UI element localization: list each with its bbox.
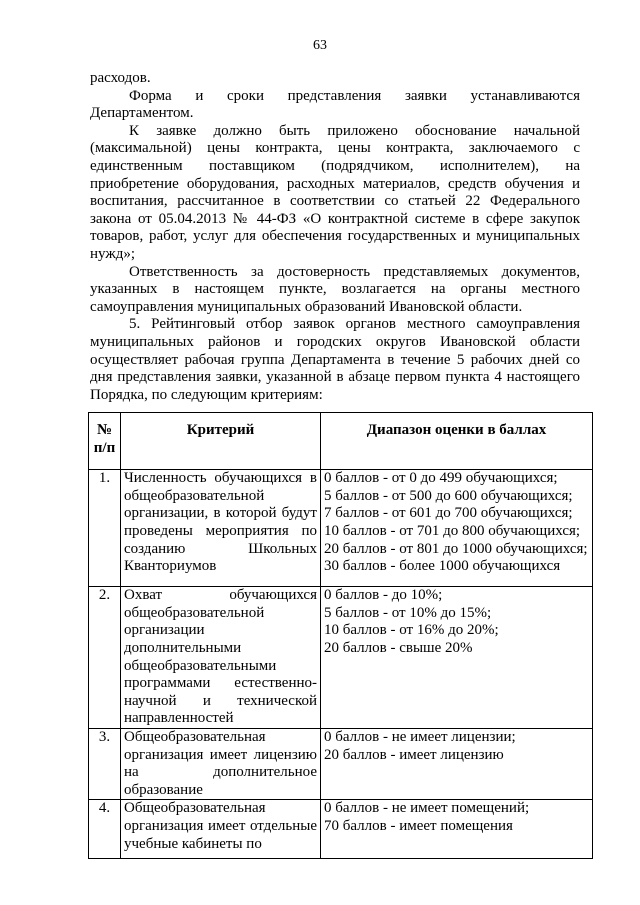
table-row (89, 470, 593, 587)
row-range (321, 800, 593, 859)
criteria-table (88, 412, 593, 859)
range-line: 7 баллов - от 601 до 700 обучающихся; (324, 505, 573, 522)
paragraph-expenses-end: расходов. (90, 70, 151, 86)
range-line: 20 баллов - имеет лицензию (324, 746, 504, 763)
document-body (90, 70, 580, 404)
table-header-row (89, 413, 593, 470)
paragraph-price-justification: К заявке должно быть приложено обоснование начальной (максимальной) цены контракта, цены контракта, заключаемого с единственным поставщиком (подрядчиком, исполнителем), на приобретение оборудования, расходных материалов, средств обучения и воспитания, рассчитанное в соответствии со статьей 22 Федерального закона от 05.04.2013 № 44-ФЗ «О контрактной системе в сфере закупок товаров, работ, услуг для обеспечения государственных и муниципальных нужд»; (90, 122, 580, 262)
range-line: 0 баллов - до 10%; (324, 587, 443, 604)
paragraph-rating-selection: 5. Рейтинговый отбор заявок органов местного самоуправления муниципальных районов и городских округов Ивановской области осуществляет рабочая группа Департамента в течение 5 рабочих дней со дня представления заявки, указанной в абзаце первом пункта 4 настоящего Порядка, по следующим критериям: (90, 316, 580, 403)
row-number: 2. (89, 587, 121, 729)
range-line: 10 баллов - от 16% до 20%; (324, 622, 499, 639)
header-range: Диапазон оценки в баллах (321, 413, 593, 470)
range-line: 20 баллов - от 801 до 1000 обучающихся; (324, 540, 588, 557)
table-row (89, 728, 593, 799)
row-number: 4. (89, 800, 121, 859)
row-range (321, 728, 593, 799)
row-range (321, 587, 593, 729)
row-range (321, 470, 593, 587)
range-line: 0 баллов - не имеет помещений; (324, 800, 530, 817)
range-line: 20 баллов - свыше 20% (324, 639, 473, 656)
header-criterion: Критерий (121, 413, 321, 470)
paragraph-responsibility: Ответственность за достоверность представляемых документов, указанных в настоящем пункте, возлагается на органы местного самоуправления муниципальных образований Ивановской области. (90, 263, 580, 315)
range-line: 5 баллов - от 500 до 600 обучающихся; (324, 487, 573, 504)
row-criterion: Охват обучающихся общеобразовательной организации дополнительными общеобразовательными программами естественно-научной и технической направленностей (121, 587, 321, 729)
table-row (89, 800, 593, 859)
row-criterion: Численность обучающихся в общеобразовательной организации, в которой будут проведены мероприятия по созданию Школьных Кванториумов (121, 470, 321, 587)
row-criterion: Общеобразовательная организация имеет лицензию на дополнительное образование (121, 728, 321, 799)
range-line: 30 баллов - более 1000 обучающихся (324, 558, 561, 575)
range-line: 0 баллов - от 0 до 499 обучающихся; (324, 470, 558, 487)
range-line: 0 баллов - не имеет лицензии; (324, 728, 516, 745)
range-line: 70 баллов - имеет помещения (324, 817, 513, 834)
range-line: 10 баллов - от 701 до 800 обучающихся; (324, 522, 581, 539)
header-number: № п/п (89, 413, 121, 470)
paragraph-application-form: Форма и сроки представления заявки устанавливаются Департаментом. (90, 87, 580, 122)
page-number: 63 (313, 38, 327, 53)
row-criterion: Общеобразовательная организация имеет отдельные учебные кабинеты по (121, 800, 321, 859)
row-number: 1. (89, 470, 121, 587)
table-row (89, 587, 593, 729)
range-line: 5 баллов - от 10% до 15%; (324, 604, 492, 621)
row-number: 3. (89, 728, 121, 799)
